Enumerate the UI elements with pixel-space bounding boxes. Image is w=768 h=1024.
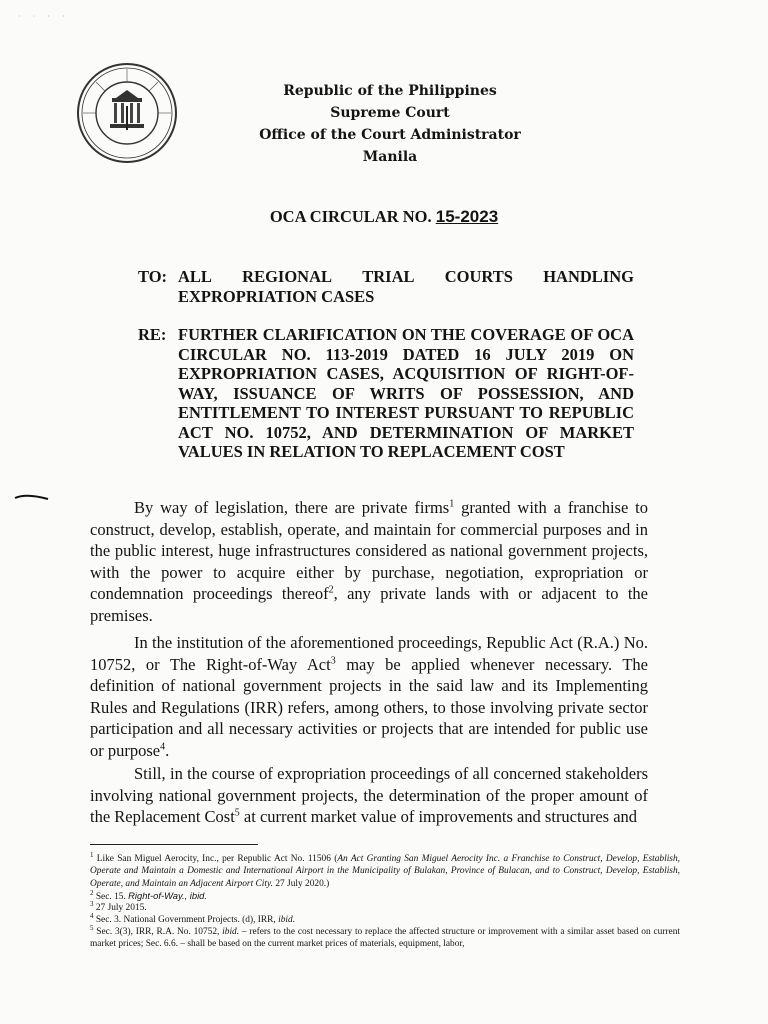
- footnote-5-number: 5: [90, 923, 94, 932]
- footnote-4: [90, 911, 680, 926]
- footnote-2-number: 2: [90, 888, 94, 897]
- letterhead-oca: Office of the Court Administrator: [259, 127, 521, 143]
- re-label: RE:: [138, 325, 167, 344]
- letterhead-city: Manila: [362, 149, 418, 165]
- p1-text-c: , any private lands with or adjacent to the premises.: [90, 584, 648, 625]
- footnote-1: [90, 850, 680, 890]
- to-word: TRIAL: [362, 267, 415, 286]
- footnote-3: [90, 899, 680, 914]
- court-seal-icon: [76, 62, 178, 164]
- p3-text-a: Still, in the course of expropriation proceedings of all concerned stakeholders involving national government projects, the determination of the proper amount of the Replacement Cost: [90, 764, 648, 827]
- to-word: ALL: [178, 267, 212, 286]
- p2-text-b: may be applied whenever necessary. The definition of national government projects in the said law and its Implementing Rules and Regulations (IRR) refers, among others, to those involving private sector participation and all necessary activities or projects that are intended for public use or purpose: [90, 654, 648, 760]
- to-label: TO:: [138, 267, 168, 286]
- footnote-2-text-a: Sec. 15.: [93, 892, 129, 902]
- letterhead-republic: Republic of the Philippines: [283, 83, 497, 99]
- footnote-divider: [90, 844, 258, 845]
- footnote-ref-1: 1: [449, 498, 455, 510]
- circular-title: [0, 207, 768, 227]
- pen-mark-icon: [14, 492, 50, 502]
- footnote-1-title: An Act Granting San Miguel Aerocity Inc. a Franchise to Construct, Develop, Establish, Operate and Maintain a Domestic and International Airport in the Municipality of Bulakan, Province of Bulacan, and to Construct, Develop, Establish, Operate, and Maintain an Adjacent Airport City.: [90, 854, 680, 889]
- footnote-ref-3: 3: [330, 655, 336, 667]
- footnote-ref-5: 5: [234, 807, 240, 819]
- p2-text-a: In the institution of the aforementioned proceedings, Republic Act (R.A.) No. 10752, or The Right-of-Way Act: [90, 633, 648, 674]
- footnote-4-number: 4: [90, 911, 94, 920]
- footnote-5-italic: ibid.: [222, 927, 240, 937]
- footnote-ref-4: 4: [160, 741, 166, 753]
- footnote-5-text-b: – refers to the cost necessary to replace the affected structure or improvement with a similar asset based on current market prices; Sec. 6.6. – shall be based on the current market prices of materials, equipment, labor,: [90, 927, 681, 950]
- to-line-1: [178, 267, 634, 287]
- p1-text-b: granted with a franchise to construct, develop, establish, operate, and maintain for commercial purposes and in the public interest, huge infrastructures considered as national government projects, with the power to acquire either by purchase, negotiation, expropriation or condemnation proceedings thereof: [90, 498, 648, 604]
- footnote-4-text: Sec. 3. National Government Projects. (d), IRR,: [93, 915, 279, 925]
- p1-text-a: By way of legislation, there are private firms: [134, 498, 450, 517]
- paragraph-1: [90, 497, 648, 627]
- p3-text-b: at current market value of improvements and structures and: [239, 807, 638, 827]
- to-word: HANDLING: [543, 267, 634, 286]
- re-subject: FURTHER CLARIFICATION ON THE COVERAGE OF OCA CIRCULAR NO. 113-2019 DATED 16 JULY 2019 ON EXPROPRIATION CASES, ACQUISITION OF RIGHT-OF-WAY, ISSUANCE OF WRITS OF POSSESSION, AND ENTITLEMENT TO INTEREST PURSUANT TO REPUBLIC ACT NO. 10752, AND DETERMINATION OF MARKET VALUES IN RELATION TO REPLACEMENT COST: [178, 325, 634, 461]
- footnote-1-text-b: 27 July 2020.): [272, 878, 330, 889]
- footnote-1-number: 1: [90, 850, 94, 859]
- paragraph-2: [90, 632, 648, 762]
- paragraph-3: [90, 763, 648, 828]
- letterhead: [240, 80, 540, 168]
- footnote-3-number: 3: [90, 899, 94, 908]
- footnote-5-text-a: Sec. 3(3), IRR, R.A. No. 10752,: [93, 927, 223, 937]
- p2-text-c: .: [165, 740, 170, 760]
- to-line-2: EXPROPRIATION CASES: [178, 287, 375, 306]
- footnote-4-italic: ibid.: [278, 915, 296, 925]
- scan-speckles: · · · ·: [18, 12, 70, 21]
- footnote-3-text: 27 July 2015.: [93, 903, 147, 913]
- footnote-2-italic: Right-of-Way., ibid.: [128, 890, 207, 901]
- to-word: REGIONAL: [242, 267, 333, 286]
- footnote-ref-2: 2: [328, 584, 334, 596]
- circular-prefix: OCA CIRCULAR NO.: [269, 207, 436, 226]
- to-word: COURTS: [444, 267, 513, 286]
- letterhead-supreme-court: Supreme Court: [330, 105, 450, 121]
- circular-number: 15-2023: [435, 207, 499, 226]
- footnote-5: [90, 923, 681, 951]
- footnote-1-text-a: Like San Miguel Aerocity, Inc., per Republic Act No. 11506 (: [93, 854, 338, 864]
